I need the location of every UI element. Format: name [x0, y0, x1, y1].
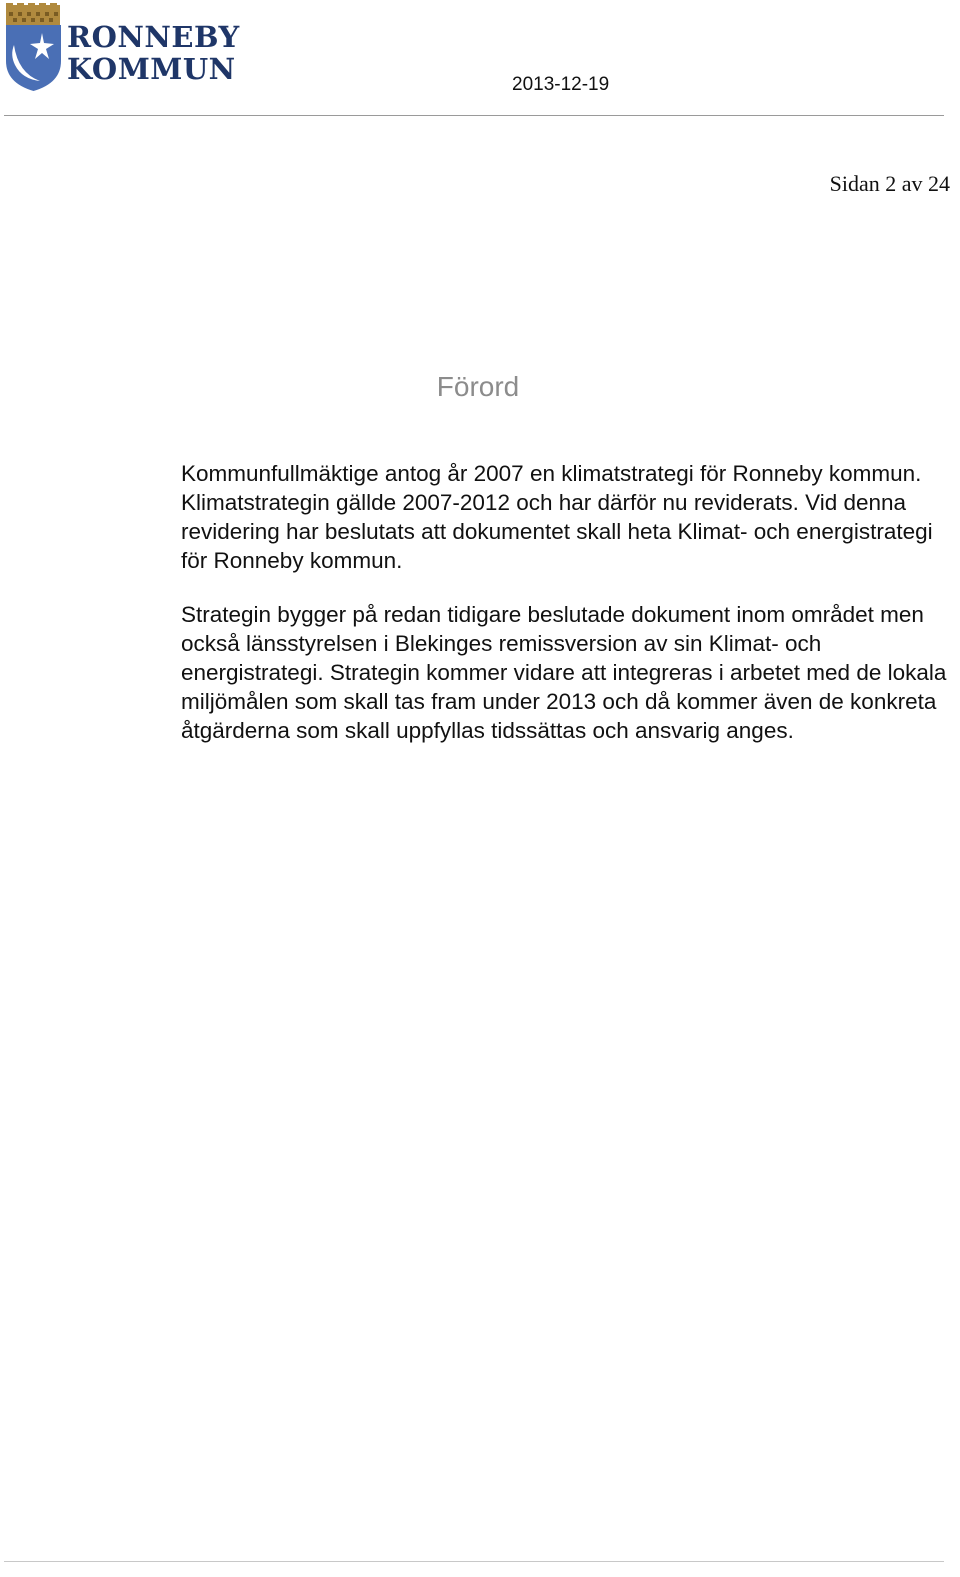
logo-line-2: KOMMUN — [67, 52, 236, 86]
logo-line-1: RONNEBY — [67, 20, 240, 54]
header-divider — [4, 115, 944, 116]
document-body — [181, 459, 951, 770]
page-title: Förord — [436, 371, 520, 402]
document-date: 2013-12-19 — [512, 74, 610, 95]
ronneby-kommun-logo — [4, 3, 240, 93]
paragraph-2: Strategin bygger på redan tidigare beslutade dokument inom området men också länsstyrelsen i Blekinges remissversion av sin Klimat- och energistrategi. Strategin kommer vidare att integreras i arbetet med de lokala miljömålen som skall tas fram under 2013 och då kommer även de konkreta åtgärderna som skall uppfyllas tidssättas och ansvarig anges. — [181, 602, 947, 743]
coat-of-arms-icon — [4, 3, 64, 93]
page-number: Sidan 2 av 24 — [829, 171, 950, 196]
paragraph-1: Kommunfullmäktige antog år 2007 en klimatstrategi för Ronneby kommun. Klimatstrategin gällde 2007-2012 och har därför nu reviderats. Vid denna revidering har beslutats att dokumentet skall heta Klimat- och energistrategi för Ronneby kommun. — [181, 461, 933, 573]
footer-divider — [4, 1561, 944, 1562]
